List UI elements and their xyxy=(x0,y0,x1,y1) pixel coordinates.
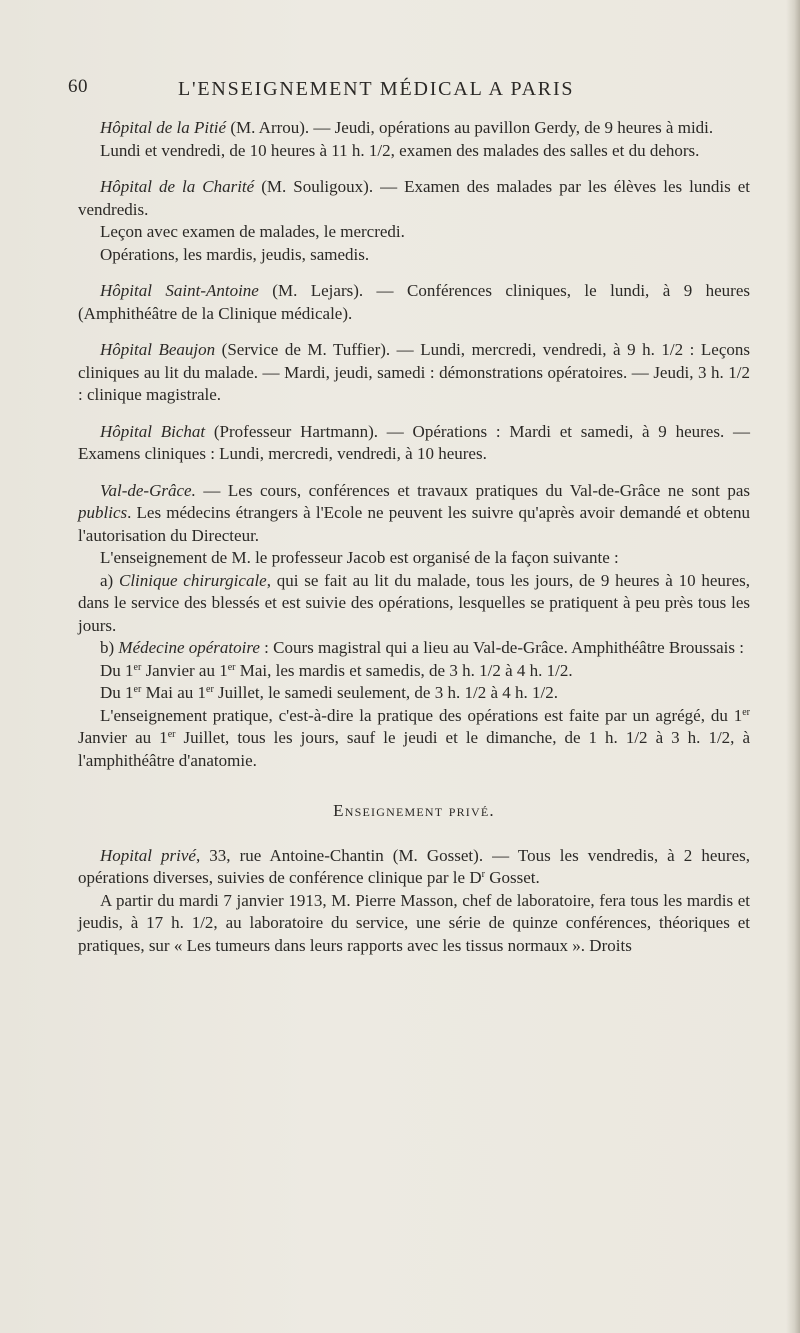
hospital-name: Hopital privé xyxy=(100,845,196,865)
hospital-name: Hôpital Beaujon xyxy=(100,340,216,359)
list-label: a) xyxy=(100,570,119,590)
running-title: L'ENSEIGNEMENT MÉDICAL A PARIS xyxy=(178,78,575,100)
entry-line: Opérations, les mardis, jeudis, samedis. xyxy=(100,244,370,264)
list-label: b) xyxy=(100,638,119,657)
page-header xyxy=(68,76,758,108)
entry-charite xyxy=(78,176,750,221)
superscript: r xyxy=(481,869,485,880)
superscript: er xyxy=(133,661,142,673)
superscript: er xyxy=(167,729,176,740)
text-part: Juillet, tous les jours, sauf le jeudi et le dimanche, de 1 h. 1/2 à 3 h. 1/2, à l'amphithéâtre d'anatomie. xyxy=(78,728,750,770)
text-part: L'enseignement pratique, c'est-à-dire la pratique des opérations est faite par un agrégé, du 1 xyxy=(100,705,743,725)
schedule-line xyxy=(78,660,750,683)
entry-line: Leçon avec examen de malades, le mercredi. xyxy=(100,222,405,241)
emphasis: publics xyxy=(78,503,128,522)
hospital-name: Hôpital Bichat xyxy=(100,421,206,441)
section-heading: Enseignement privé. xyxy=(333,801,495,820)
entry-text: : Cours magistral qui a lieu au Val-de-Grâce. Amphithéâtre Broussais : xyxy=(259,638,744,657)
list-item-a xyxy=(78,570,750,638)
entry-text: — Les cours, conférences et travaux pratiques du Val-de-Grâce ne sont pas xyxy=(195,480,750,500)
list-item-b xyxy=(78,637,750,660)
entry-text: (M. Souligoux). — Examen des malades par les élèves les lundis et vendredis. xyxy=(78,177,750,219)
superscript: er xyxy=(206,684,214,695)
entry-text: , qui se fait au lit du malade, tous les jours, de 9 heures à 10 heures, dans le service des blessés et est suivie des opérations, lesquelles se pratiquent à peu près tous les jours. xyxy=(78,570,750,635)
body-text xyxy=(78,117,750,957)
entry-val-de-grace xyxy=(78,480,750,548)
entry-line: L'enseignement de M. le professeur Jacob est organisé de la façon suivante : xyxy=(100,548,619,567)
entry-saint-antoine xyxy=(78,280,750,325)
superscript: er xyxy=(133,684,142,695)
entry-bichat xyxy=(78,421,750,466)
text-part: Janvier au 1 xyxy=(141,660,228,680)
text-part: Mai, les mardis et samedis, de 3 h. 1/2 à 4 h. 1/2. xyxy=(235,660,573,680)
text-part: Du 1 xyxy=(100,683,134,702)
entry-text: . Les médecins étrangers à l'Ecole ne peuvent les suivre qu'après avoir demandé et obtenu l'autorisation du Directeur. xyxy=(78,503,750,545)
entry-line: A partir du mardi 7 janvier 1913, M. Pierre Masson, chef de laboratoire, fera tous les mardis et jeudis, à 17 h. 1/2, au laboratoire du service, une série de quinze conférences, théoriques et pratiques, sur « Les tumeurs dans leurs rapports avec les tissus normaux ». Droits xyxy=(78,890,750,955)
entry-line xyxy=(78,705,750,773)
hospital-name: Hôpital de la Charité xyxy=(100,177,255,196)
text-part: Janvier au 1 xyxy=(78,728,168,747)
text-part: Mai au 1 xyxy=(141,683,206,702)
course-name: Clinique chirurgicale xyxy=(118,570,267,590)
text-part: Juillet, le samedi seulement, de 3 h. 1/2 à 4 h. 1/2. xyxy=(213,683,558,702)
text-part: Du 1 xyxy=(100,660,134,680)
course-name: Médecine opératoire xyxy=(118,638,260,657)
entry-prive xyxy=(78,845,750,890)
superscript: er xyxy=(227,661,236,673)
entry-text: (Service de M. Tuffier). — Lundi, mercredi, vendredi, à 9 h. 1/2 : Leçons cliniques au lit du malade. — Mardi, jeudi, samedi : démonstrations opératoires. — Jeudi, 3 h. 1/2 : clinique magistrale. xyxy=(78,340,751,404)
hospital-name: Hôpital de la Pitié xyxy=(100,118,227,137)
schedule-line xyxy=(78,682,750,705)
hospital-name: Hôpital Saint-Antoine xyxy=(100,281,259,300)
entry-text: Gosset. xyxy=(484,868,540,887)
entry-text: , 33, rue Antoine-Chantin (M. Gosset). — Tous les vendredis, à 2 heures, opérations diverses, suivies de conférence clinique par le D xyxy=(78,845,750,887)
entry-beaujon xyxy=(78,339,750,407)
page-number: 60 xyxy=(68,76,88,97)
superscript: er xyxy=(742,706,750,718)
page-edge-shadow xyxy=(786,0,800,1333)
institution-name: Val-de-Grâce. xyxy=(100,480,196,500)
entry-line: Lundi et vendredi, de 10 heures à 11 h. 1/2, examen des malades des salles et du dehors. xyxy=(100,140,700,160)
entry-text: (M. Lejars). — Conférences cliniques, le lundi, à 9 heures (Amphithéâtre de la Clinique médicale). xyxy=(78,281,750,323)
entry-text: (Professeur Hartmann). — Opérations : Mardi et samedi, à 9 heures. — Examens cliniques : Lundi, mercredi, vendredi, à 10 heures. xyxy=(78,421,750,463)
entry-text: (M. Arrou). — Jeudi, opérations au pavillon Gerdy, de 9 heures à midi. xyxy=(230,118,714,137)
entry-pitie xyxy=(78,117,750,140)
